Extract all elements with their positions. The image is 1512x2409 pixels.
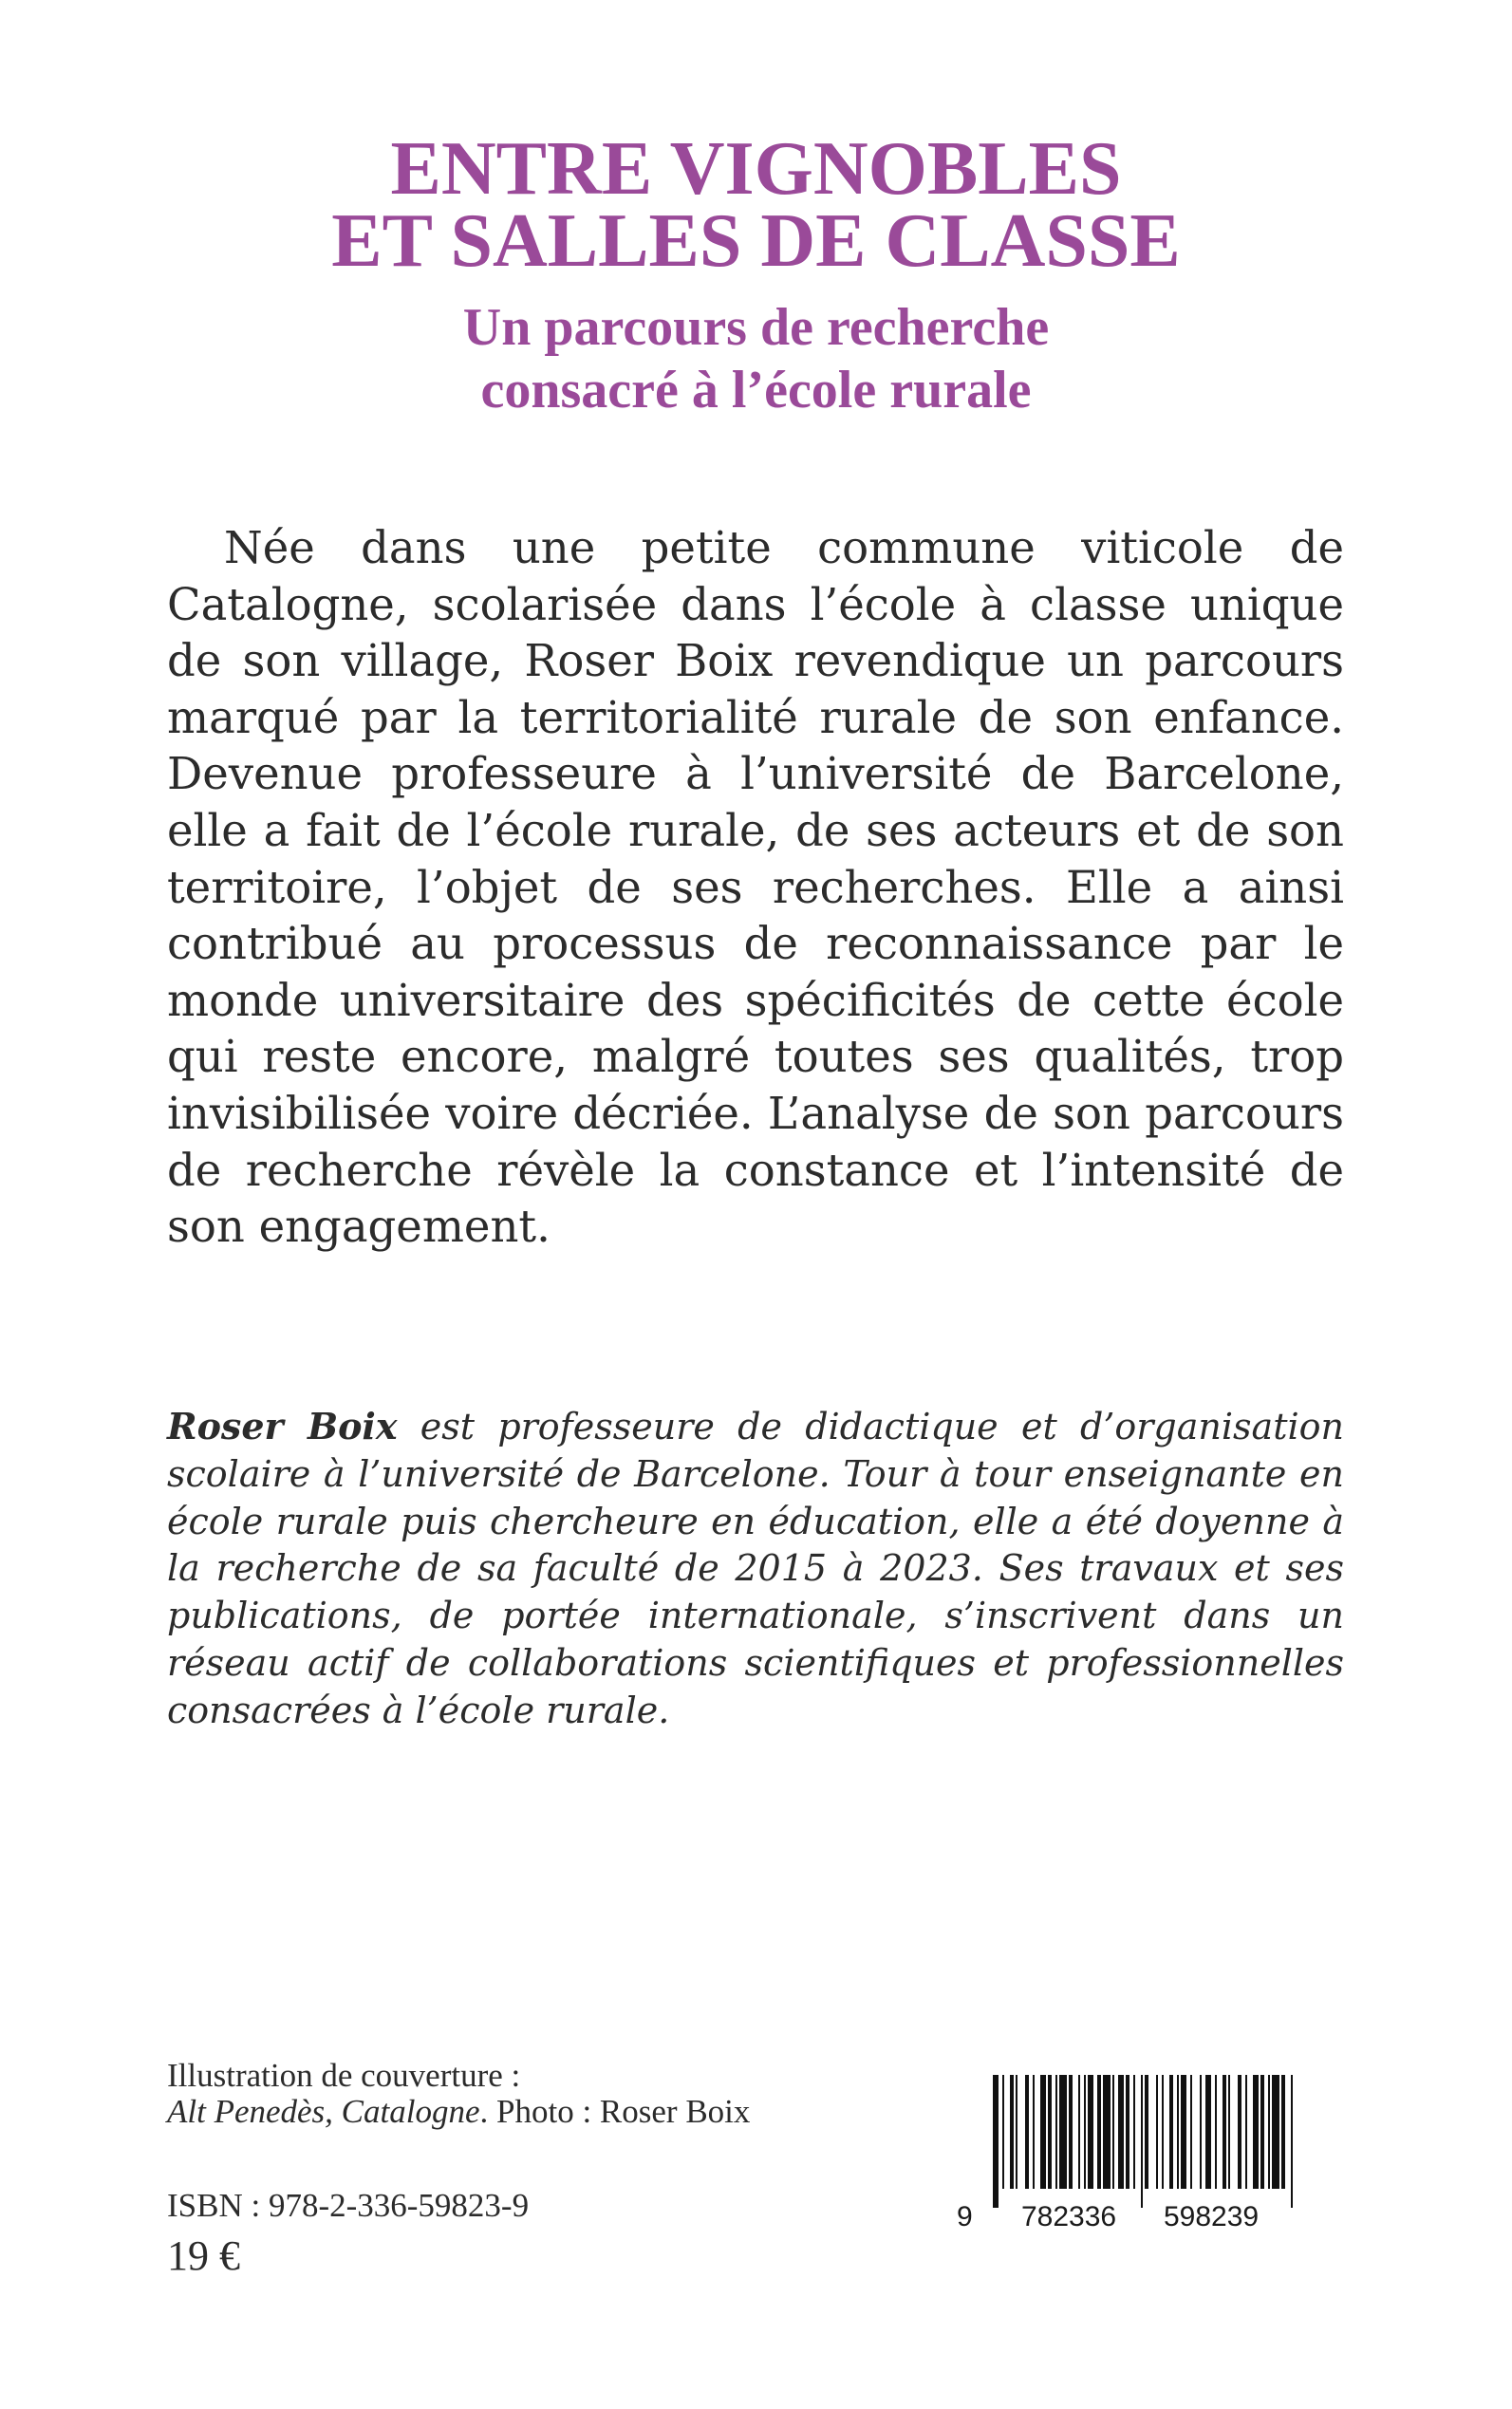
barcode-bar: [1084, 2075, 1086, 2189]
barcode-bar: [1245, 2075, 1247, 2189]
barcode-bar: [1205, 2075, 1211, 2189]
cover-illustration-credit: [167, 2058, 750, 2130]
barcode-bar: [1253, 2075, 1259, 2189]
barcode-bar: [1055, 2075, 1057, 2189]
book-subtitle-line-2: consacré à l’école rurale: [480, 361, 1032, 420]
barcode-bar: [1103, 2075, 1111, 2189]
barcode-bar: [1059, 2075, 1067, 2189]
book-subtitle-line-1: Un parcours de recherche: [462, 298, 1050, 357]
barcode-bar: [1069, 2075, 1073, 2189]
barcode-bar: [1126, 2075, 1129, 2189]
barcode-digits: [949, 2198, 1310, 2236]
barcode-digit-first: 9: [957, 2201, 973, 2232]
barcode-bar: [1141, 2075, 1143, 2208]
barcode-bar: [1118, 2075, 1124, 2189]
credit-line: [167, 2094, 750, 2130]
barcode-bar: [1181, 2075, 1186, 2189]
barcode-bar: [1040, 2075, 1046, 2189]
author-name: Roser Boix: [167, 1405, 398, 1447]
barcode-bar: [1133, 2075, 1135, 2189]
summary-text: Née dans une petite commune viticole de Catalogne, scolarisée dans l’école à classe unique de son village, Roser Boix revendique un parcours marqué par la territorialité rurale de son enfance. Devenue professeure à l’université de Barcelone, elle a fait de l’école rurale, de ses acteurs et de son territoire, l’objet de ses recherches. Elle a ainsi contribué au processus de reconnaissance par le monde universitaire des spécificités de cette école qui reste encore, malgré toutes ses qualités, trop invisibilisée voire décriée. L’analyse de son parcours de recherche révèle la constance et l’intensité de son engagement.: [167, 522, 1344, 1253]
book-title-line-2: ET SALLES DE CLASSE: [331, 199, 1181, 283]
author-bio: [167, 1403, 1344, 1735]
barcode-bar: [1190, 2075, 1192, 2189]
barcode-bar: [1260, 2075, 1264, 2189]
barcode-bar: [1268, 2075, 1270, 2189]
book-title-line-1: ENTRE VIGNOBLES: [390, 127, 1122, 211]
barcode-bar: [1200, 2075, 1202, 2189]
barcode-bar: [1097, 2075, 1101, 2189]
barcode-bar: [1025, 2075, 1029, 2189]
barcode-bar: [1016, 2075, 1017, 2189]
barcode-bar: [1048, 2075, 1052, 2189]
isbn-number: ISBN : 978-2-336-59823-9: [167, 2187, 530, 2224]
barcode-bar: [1112, 2075, 1114, 2189]
credit-photo: . Photo : Roser Boix: [479, 2093, 751, 2130]
barcode-bar: [1177, 2075, 1179, 2189]
barcode-bar: [1169, 2075, 1173, 2189]
barcode-bar: [1145, 2075, 1148, 2189]
title-block: [0, 127, 1512, 421]
barcode-bar: [1281, 2075, 1285, 2189]
barcode-bar: [1033, 2075, 1035, 2189]
price: 19 €: [167, 2232, 240, 2279]
barcode-bar: [1272, 2075, 1279, 2189]
barcode-bar: [1088, 2075, 1093, 2189]
barcode-digits-left: 782336: [1021, 2201, 1117, 2232]
barcode-bar: [1078, 2075, 1080, 2189]
barcode-bar: [1238, 2075, 1241, 2189]
barcode-bar: [993, 2075, 999, 2208]
credit-image-title: Alt Penedès, Catalogne: [167, 2093, 480, 2130]
barcode-bar: [1002, 2075, 1004, 2189]
barcode-bar: [1162, 2075, 1164, 2189]
barcode-digits-right: 598239: [1164, 2201, 1260, 2232]
barcode-bar: [1215, 2075, 1217, 2189]
barcode-bar: [1010, 2075, 1014, 2189]
barcode-bar: [1156, 2075, 1158, 2189]
credit-label: Illustration de couverture :: [167, 2057, 521, 2094]
author-bio-text: est professeure de didactique et d’organisation scolaire à l’université de Barcelone. Tour à tour enseignante en école rurale puis chercheure en éducation, elle a été doyenne à la recherche de sa faculté de 2015 à 2023. Ses travaux et ses publications, de portée internationale, s’inscrivent dans un réseau actif de collaborations scientifiques et professionnelles consacrées à l’école rurale.: [167, 1406, 1344, 1731]
barcode-bar: [1291, 2075, 1293, 2208]
barcode-bar: [1223, 2075, 1226, 2189]
summary-paragraph: [167, 520, 1344, 1256]
subtitle-block: [0, 296, 1512, 421]
barcode-bar: [1228, 2075, 1230, 2189]
